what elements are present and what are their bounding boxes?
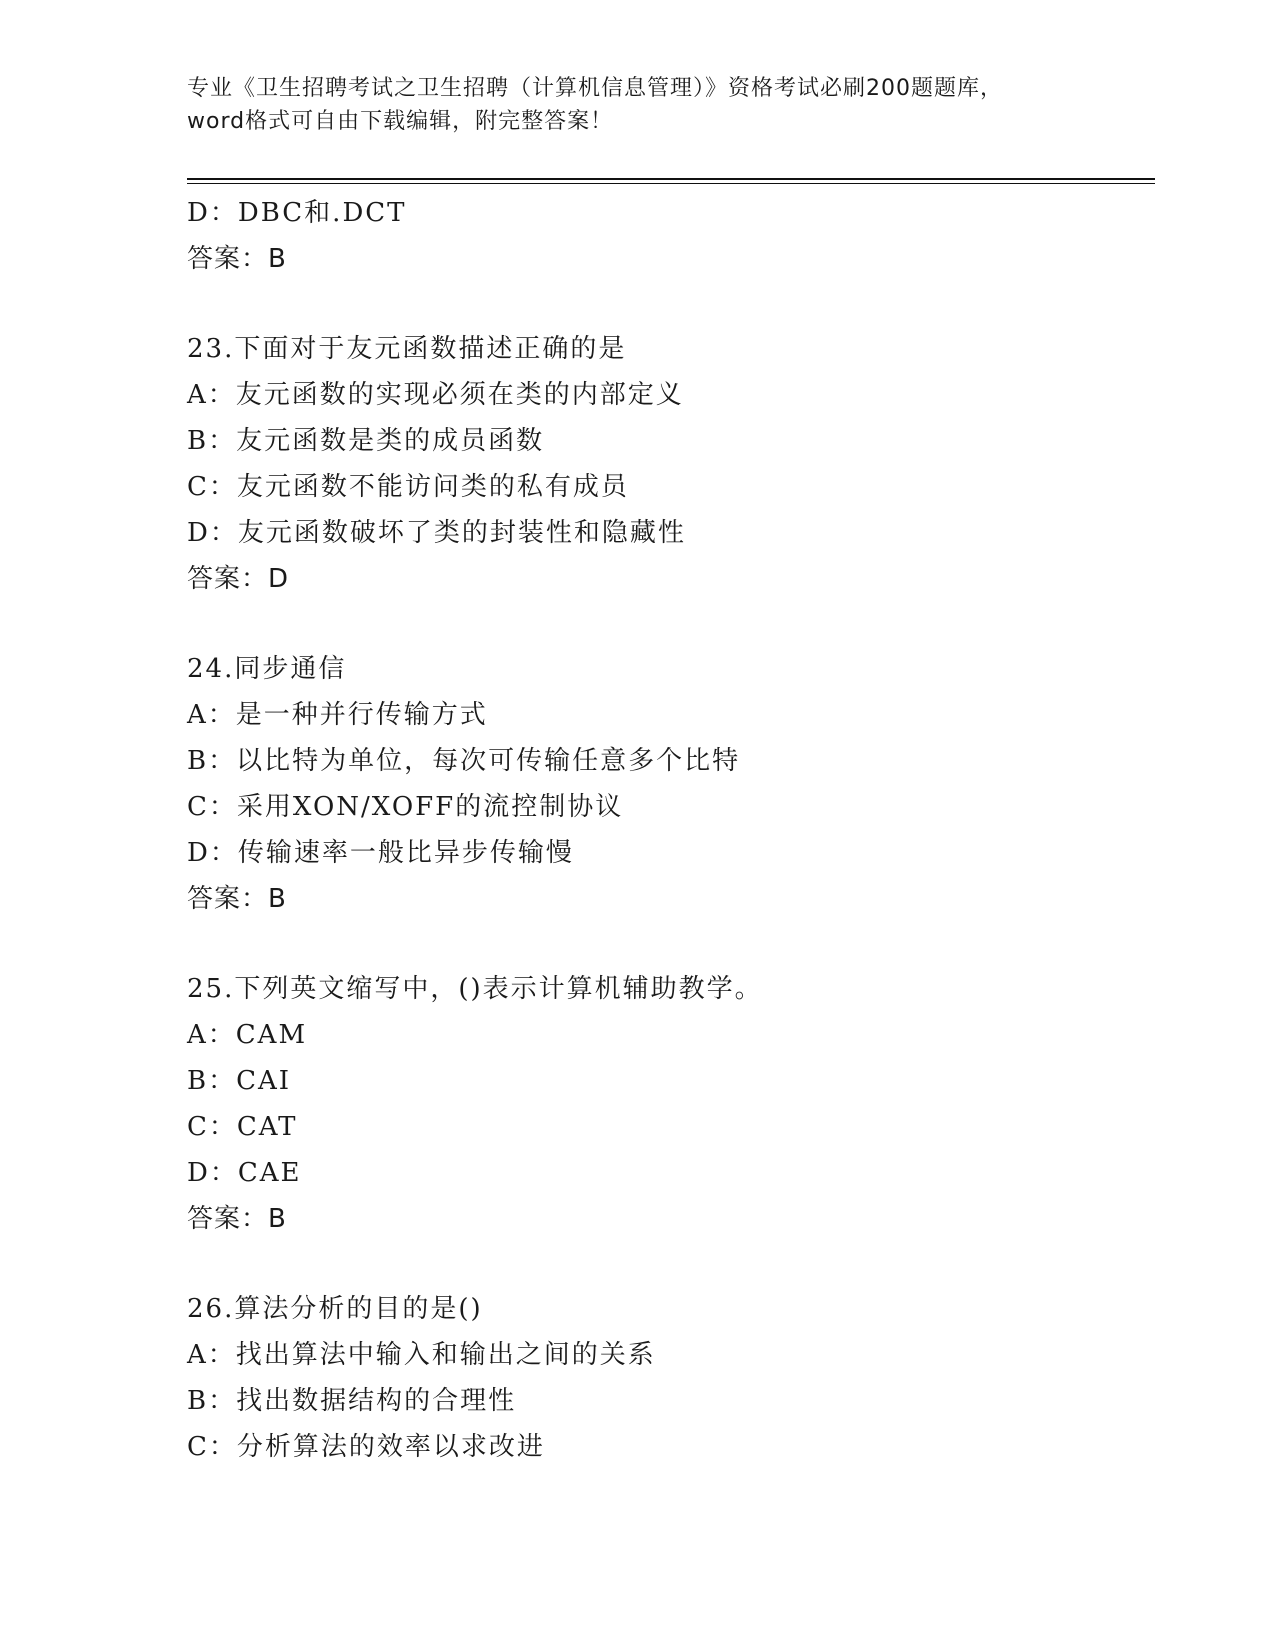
question-22-fragment — [187, 190, 1147, 282]
answer-line: 答案：D — [187, 564, 290, 594]
option-a: A：友元函数的实现必须在类的内部定义 — [187, 380, 684, 410]
question-stem: 26.算法分析的目的是() — [187, 1294, 483, 1324]
option-c: C：友元函数不能访问类的私有成员 — [187, 472, 629, 502]
option-b: B：友元函数是类的成员函数 — [187, 426, 545, 456]
spacer — [187, 602, 1147, 646]
header-title-line-1: 专业《卫生招聘考试之卫生招聘（计算机信息管理）》资格考试必刷200题题库， — [187, 76, 1003, 101]
option-b: B：以比特为单位，每次可传输任意多个比特 — [187, 746, 741, 776]
question-25 — [187, 966, 1147, 1242]
option-a: A：找出算法中输入和输出之间的关系 — [187, 1340, 656, 1370]
option-c: C：分析算法的效率以求改进 — [187, 1432, 545, 1462]
answer-line: 答案：B — [187, 244, 287, 274]
option-d: D：DBC和.DCT — [187, 198, 407, 228]
header-title-line-2: word格式可自由下载编辑，附完整答案！ — [187, 109, 614, 134]
document-header — [187, 72, 1087, 138]
question-24 — [187, 646, 1147, 922]
question-stem: 23.下面对于友元函数描述正确的是 — [187, 334, 627, 364]
spacer — [187, 282, 1147, 326]
option-d: D：CAE — [187, 1158, 302, 1188]
option-b: B：找出数据结构的合理性 — [187, 1386, 517, 1416]
option-d: D：传输速率一般比异步传输慢 — [187, 838, 574, 868]
header-divider-thick — [187, 178, 1155, 180]
option-b: B：CAI — [187, 1066, 292, 1096]
option-c: C：CAT — [187, 1112, 298, 1142]
question-23 — [187, 326, 1147, 602]
header-divider-thin — [187, 183, 1155, 184]
question-list — [187, 190, 1147, 1470]
option-a: A：是一种并行传输方式 — [187, 700, 488, 730]
question-26 — [187, 1286, 1147, 1470]
option-a: A：CAM — [187, 1020, 308, 1050]
option-c: C：采用XON/XOFF的流控制协议 — [187, 792, 624, 822]
question-stem: 25.下列英文缩写中，()表示计算机辅助教学。 — [187, 974, 763, 1004]
spacer — [187, 1242, 1147, 1286]
spacer — [187, 922, 1147, 966]
question-stem: 24.同步通信 — [187, 654, 347, 684]
option-d: D：友元函数破坏了类的封装性和隐藏性 — [187, 518, 686, 548]
answer-line: 答案：B — [187, 884, 287, 914]
answer-line: 答案：B — [187, 1204, 287, 1234]
